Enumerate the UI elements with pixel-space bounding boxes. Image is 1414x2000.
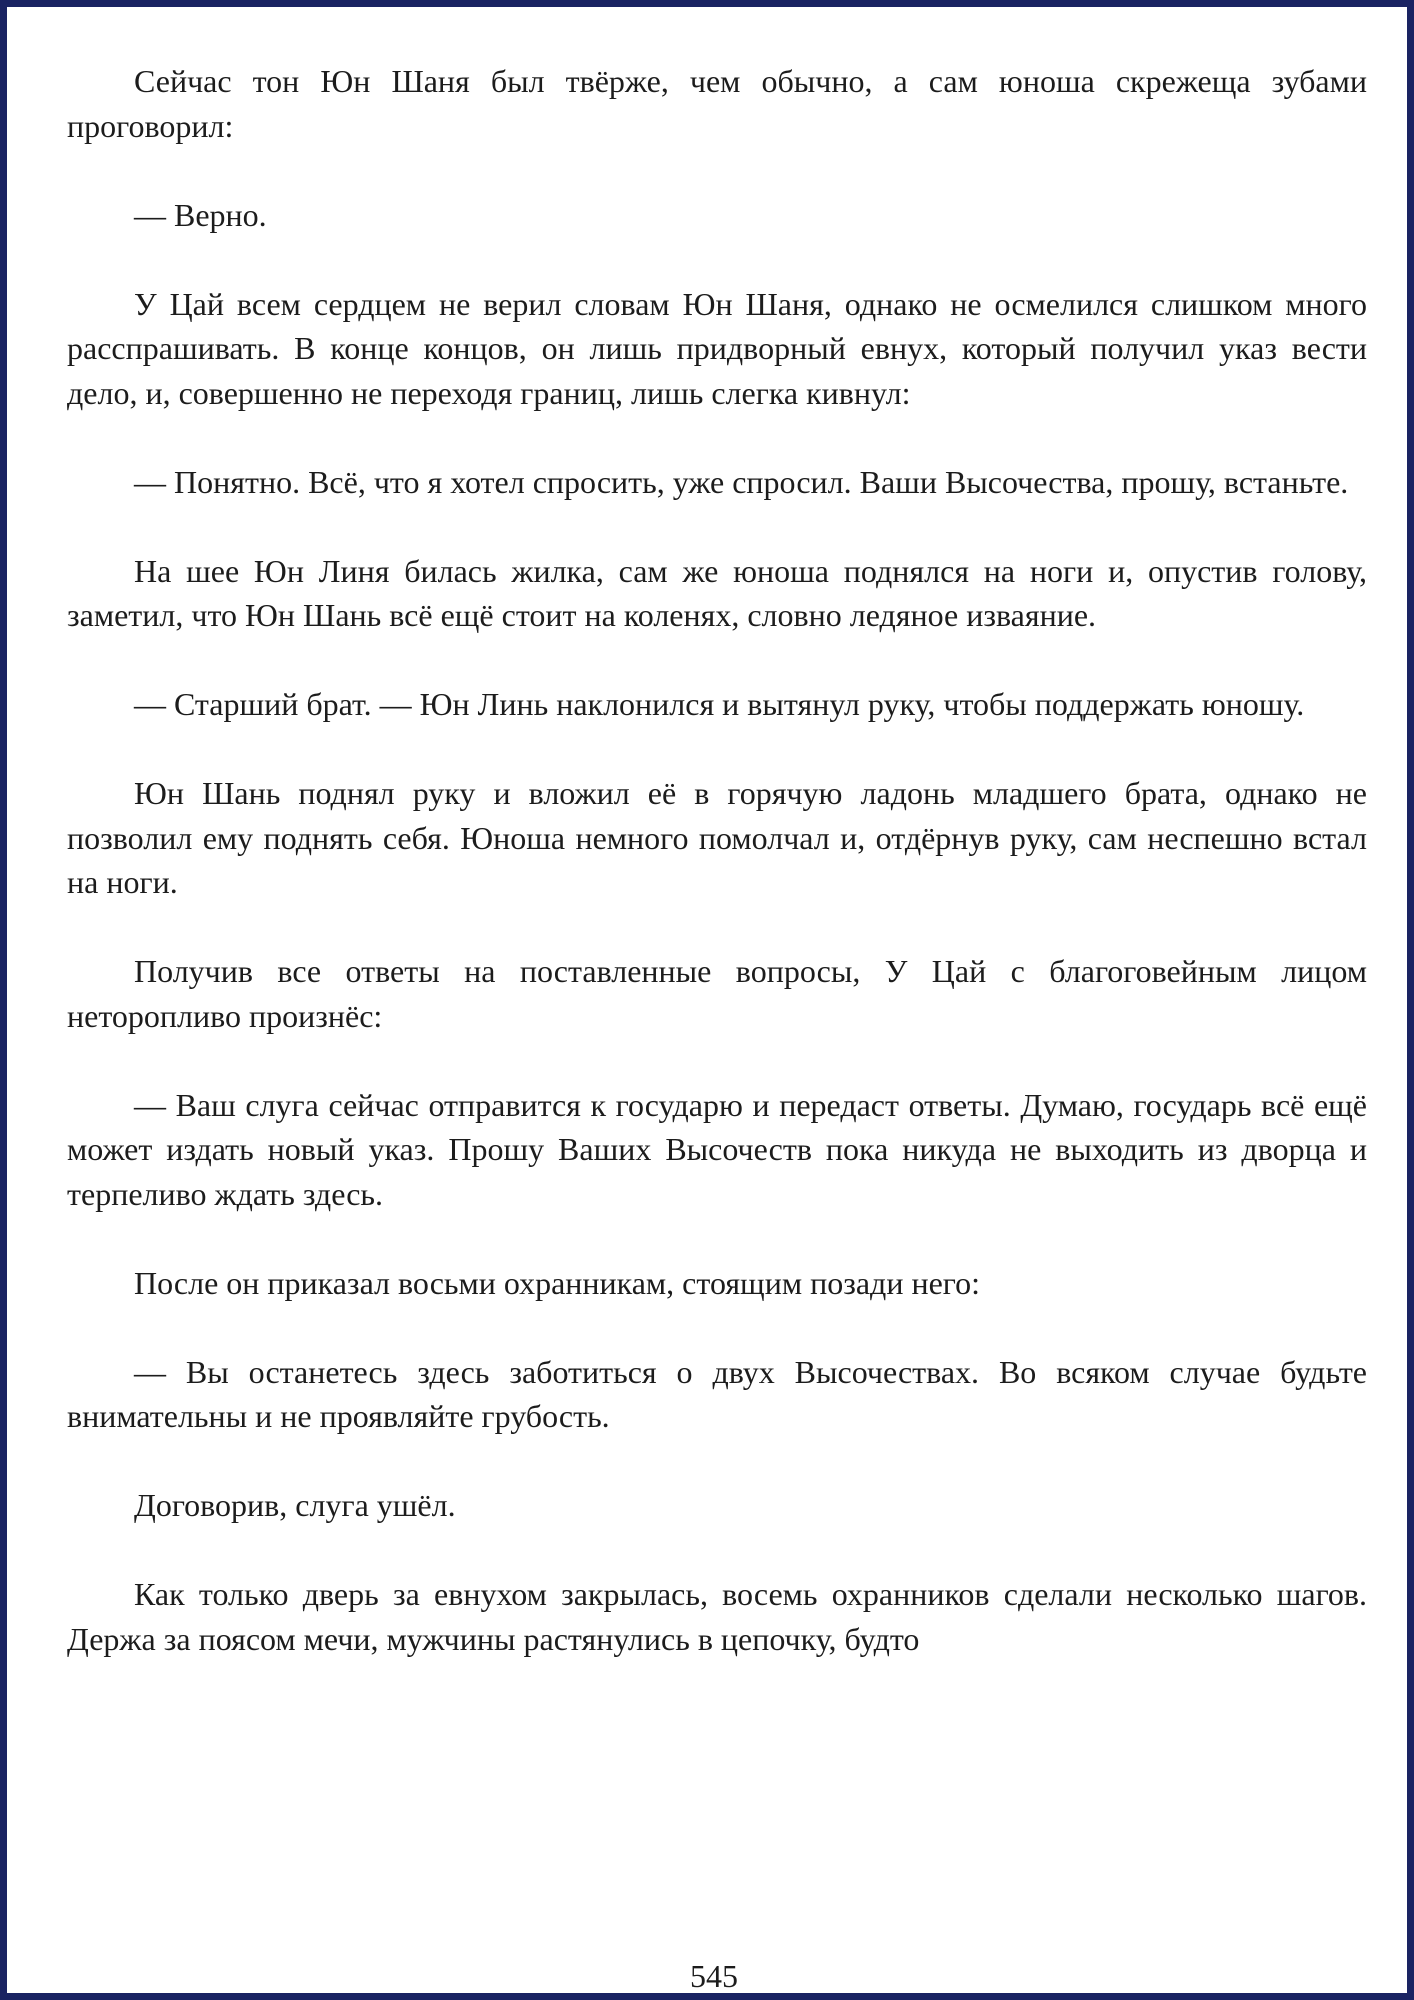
paragraph: — Ваш слуга сейчас отправится к государю и передаст ответы. Думаю, государь всё ещё может издать новый указ. Прошу Ваших Высочеств пока никуда не выходить из дворца и терпеливо ждать здесь.	[67, 1086, 1367, 1212]
paragraph: Сейчас тон Юн Шаня был твёрже, чем обычно, а сам юноша скрежеща зубами проговорил:	[67, 63, 1367, 144]
paragraph: У Цай всем сердцем не верил словам Юн Шаня, однако не осмелился слишком много расспрашивать. В конце концов, он лишь придворный евнух, который получил указ вести дело, и, совершенно не переходя границ, лишь слегка кивнул:	[67, 285, 1367, 411]
paragraph: После он приказал восьми охранникам, стоящим позади него:	[134, 1264, 980, 1301]
paragraph: Получив все ответы на поставленные вопросы, У Цай с благоговейным лицом неторопливо произнёс:	[67, 953, 1367, 1034]
text-body	[67, 59, 1367, 1661]
paragraph: — Понятно. Всё, что я хотел спросить, уже спросил. Ваши Высочества, прошу, встаньте.	[134, 463, 1349, 500]
paragraph: — Старший брат. — Юн Линь наклонился и вытянул руку, чтобы поддержать юношу.	[134, 686, 1305, 722]
paragraph: Юн Шань поднял руку и вложил её в горячую ладонь младшего брата, однако не позволил ему поднять себя. Юноша немного помолчал и, отдёрнув руку, сам неспешно встал на ноги.	[67, 775, 1367, 900]
page-number: 545	[690, 1958, 738, 1994]
paragraph: На шее Юн Линя билась жилка, сам же юноша поднялся на ноги и, опустив голову, заметил, что Юн Шань всё ещё стоит на коленях, словно ледяное изваяние.	[67, 552, 1367, 633]
paragraph: Договорив, слуга ушёл.	[134, 1487, 456, 1523]
paragraph: Как только дверь за евнухом закрылась, восемь охранников сделали несколько шагов. Держа за поясом мечи, мужчины растянулись в цепочку, будто	[67, 1576, 1367, 1657]
paragraph: — Верно.	[134, 196, 267, 233]
paragraph: — Вы останетесь здесь заботиться о двух Высочествах. Во всяком случае будьте внимательны и не проявляйте грубость.	[67, 1353, 1367, 1434]
